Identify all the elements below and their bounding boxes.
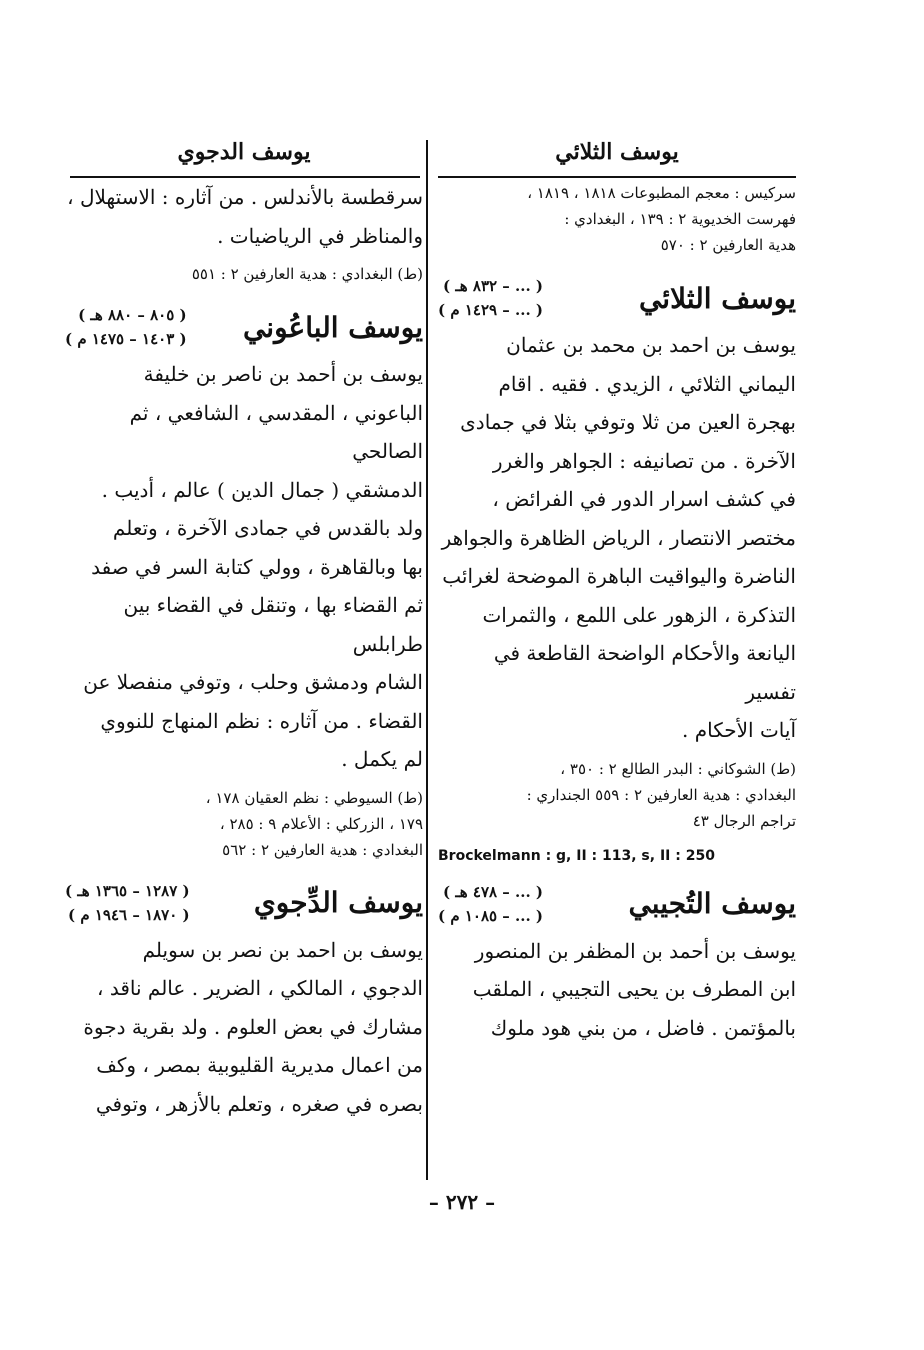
body-line: ثم القضاء بها ، وتنقل في القضاء بين طرابلس: [123, 593, 423, 656]
body-line: ولد بالقدس في جمادى الآخرة ، وتعلم: [112, 516, 423, 540]
entry-references: [438, 756, 796, 834]
reference-line: البغدادي : هدية العارفين ٢ : ٥٥٩ الجنداري :: [526, 785, 796, 804]
body-line: يوسف بن احمد بن نصر بن سويلم: [142, 937, 423, 962]
body-line: الشام ودمشق وحلب ، وتوفي منفصلا عن: [83, 670, 423, 694]
reference-line: هدية العارفين ٢ : ٥٧٠: [660, 236, 796, 254]
entry-dates: [438, 274, 543, 322]
body-line: اليانعة والأحكام الواضحة القاطعة في تفسير: [493, 641, 796, 704]
entry-name: يوسف الباعُوني: [242, 310, 423, 344]
reference-line: ١٧٩ ، الزركلي : الأعلام ٩ : ٢٨٥ ،: [219, 814, 423, 833]
body-line: مشارك في بعض العلوم . ولد بقرية دجوة: [83, 1014, 423, 1039]
body-line: بصره في صغره ، وتعلم بالأزهر ، وتوفي: [95, 1091, 423, 1116]
body-line: الآخرة . من تصانيفه : الجواهر والغرر: [492, 448, 796, 473]
entry-dates: [438, 880, 543, 928]
body-line: لم يكمل .: [341, 747, 423, 771]
top-references-right: [438, 180, 796, 258]
body-line: في كشف اسرار الدور في الفرائض ،: [492, 487, 796, 511]
body-line: والمناظر في الرياضيات .: [217, 223, 423, 248]
entry-body: [65, 355, 423, 779]
body-line: يوسف بن أحمد بن المظفر بن المنصور: [474, 938, 796, 963]
continued-body: [65, 178, 423, 255]
hijri-dates: ( ٨٠٥ – ٨٨٠ هـ ): [78, 306, 187, 324]
reference-line: تراجم الرجال ٤٣: [692, 811, 796, 830]
latin-reference: Brockelmann : g, II : 113, s, II : 250: [438, 847, 715, 864]
reference-line: (ط) السيوطي : نظم العقيان ١٧٨ ،: [205, 788, 423, 807]
body-line: يوسف بن احمد بن محمد بن عثمان: [506, 333, 796, 357]
body-line: الدمشقي ( جمال الدين ) عالم ، أديب .: [101, 477, 423, 502]
entry-name: يوسف التُجيبي: [628, 887, 796, 920]
entry-dates: [65, 879, 190, 927]
entry-body: [438, 326, 796, 750]
right-column: [438, 130, 796, 1047]
body-line: اليماني الثلائي ، الزيدي . فقيه . اقام: [498, 371, 796, 396]
body-line: بها وبالقاهرة ، وولي كتابة السر في صفد: [91, 554, 423, 579]
running-head-left: يوسف الدجوي: [177, 139, 311, 165]
reference-line: البغدادي : هدية العارفين ٢ : ٥٦٢: [222, 840, 423, 859]
body-line: التذكرة ، الزهور على اللمع ، والثمرات: [482, 602, 796, 627]
entry-references: [65, 785, 423, 863]
entry-body: [65, 931, 423, 1124]
body-line: سرقطسة بالأندلس . من آثاره : الاستهلال ،: [67, 185, 423, 209]
entry-name: يوسف الدِّجوي: [253, 886, 423, 919]
entry-header-tujibi: [438, 880, 796, 928]
body-line: الدجوي ، المالكي ، الضرير . عالم ناقد ،: [97, 976, 423, 1000]
body-line: القضاء . من آثاره : نظم المنهاج للنووي: [100, 708, 423, 733]
gregorian-dates: ( ١٨٧٠ – ١٩٤٦ م ): [68, 905, 190, 924]
hijri-dates: ( ... – ٤٧٨ هـ ): [443, 882, 544, 901]
body-line: الناضرة واليواقيت الباهرة الموضحة لغرائب: [442, 564, 796, 588]
entry-dates: [65, 303, 187, 351]
column-divider: [426, 140, 428, 1180]
body-line: يوسف بن أحمد بن ناصر بن خليفة: [143, 362, 423, 386]
reference-line: فهرست الخديوية ٢ : ١٣٩ ، البغدادي :: [564, 210, 796, 228]
body-line: من اعمال مديرية القليوبية بمصر ، وكف: [96, 1053, 423, 1077]
reference-line: (ط) الشوكاني : البدر الطالع ٢ : ٣٥٠ ،: [560, 759, 796, 778]
entry-name: يوسف الثلائي: [638, 281, 796, 315]
entry-header-dajawi: [65, 879, 423, 927]
left-column: [65, 130, 423, 1123]
gregorian-dates: ( ١٤٠٣ – ١٤٧٥ م ): [65, 330, 187, 348]
gregorian-dates: ( ... – ١٠٨٥ م ): [438, 906, 544, 925]
hijri-dates: ( ١٢٨٧ – ١٣٦٥ هـ ): [65, 881, 190, 900]
hijri-dates: ( ... – ٨٣٢ هـ ): [443, 277, 544, 295]
body-line: الباعوني ، المقدسي ، الشافعي ، ثم الصالحي: [129, 400, 423, 463]
running-head-right: يوسف الثلائي: [555, 139, 679, 165]
reference-line: (ط) البغدادي : هدية العارفين ٢ : ٥٥١: [191, 265, 423, 283]
continued-reference: [65, 261, 423, 287]
body-line: مختصر الانتصار ، الرياض الظاهرة والجواهر: [441, 525, 796, 550]
page-number: – ٢٧٢ –: [428, 1190, 496, 1214]
body-line: آيات الأحكام .: [682, 718, 796, 742]
entry-header-bauni: [65, 303, 423, 351]
body-line: بهجرة العين من ثلا وتوفي بثلا في جمادى: [460, 410, 796, 434]
gregorian-dates: ( ... – ١٤٢٩ م ): [438, 301, 544, 319]
body-line: ابن المطرف بن يحيى التجيبي ، الملقب: [472, 977, 796, 1001]
entry-header-thalai: [438, 274, 796, 322]
entry-body: [438, 932, 796, 1048]
reference-line: سركيس : معجم المطبوعات ١٨١٨ ، ١٨١٩ ،: [527, 184, 796, 202]
body-line: بالمؤتمن . فاضل ، من بني هود ملوك: [490, 1015, 796, 1040]
